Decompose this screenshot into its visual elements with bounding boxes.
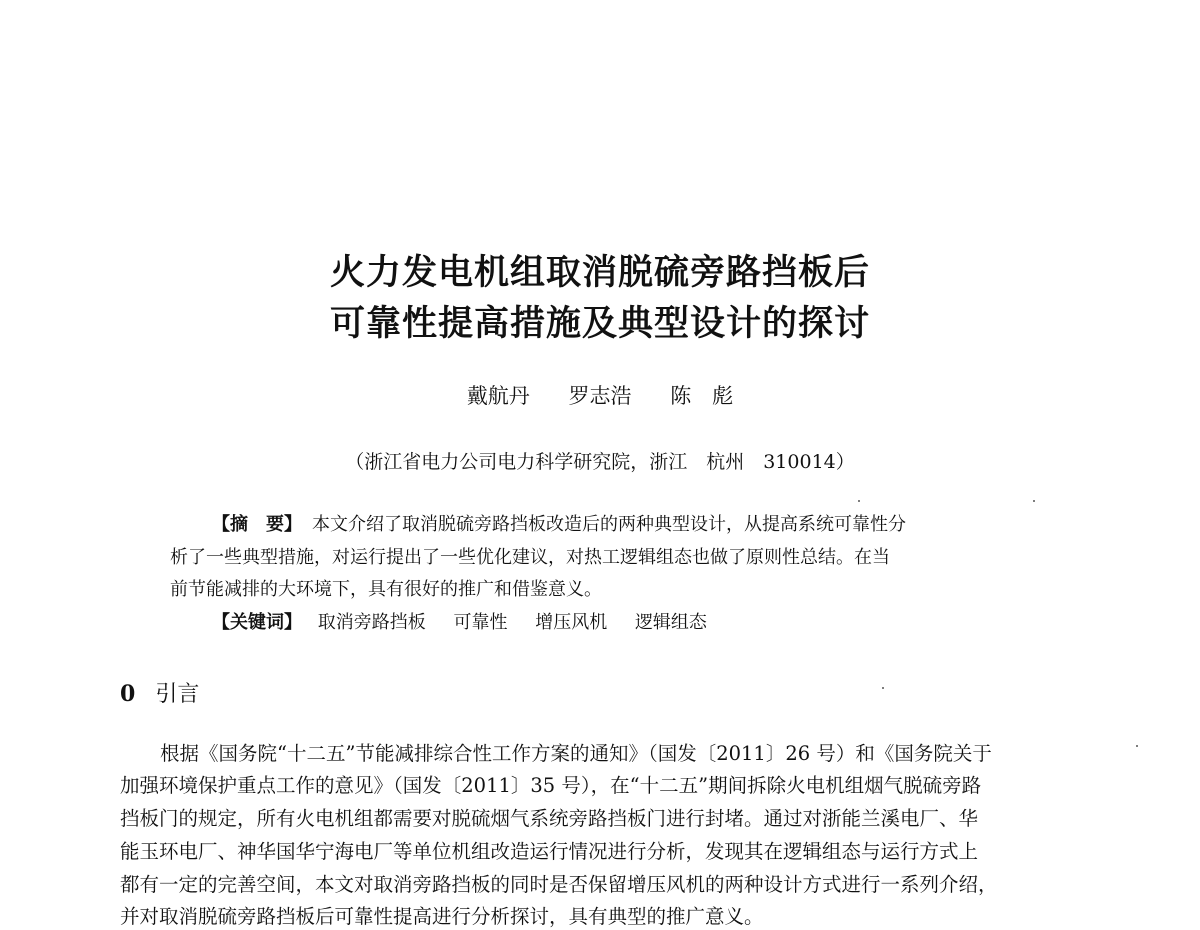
paper-title-line-2: 可靠性提高措施及典型设计的探讨 <box>329 304 870 344</box>
keyword-4: 逻辑组态 <box>634 612 707 633</box>
body-line-1: 根据《国务院“十二五”节能减排综合性工作方案的通知》（国发〔2011〕26 号）和《国务院关于 <box>160 742 992 765</box>
author-list <box>0 380 1200 410</box>
body-line-2: 加强环境保护重点工作的意见》（国发〔2011〕35 号），在“十二五”期间拆除火电机组烟气脱硫旁路 <box>120 774 982 797</box>
body-line-3: 挡板门的规定，所有火电机组都需要对脱硫烟气系统旁路挡板门进行封堵。通过对浙能兰溪电厂、华 <box>120 807 979 830</box>
keywords-line <box>212 611 729 635</box>
paper-title-line-1: 火力发电机组取消脱硫旁路挡板后 <box>329 253 870 293</box>
section-heading <box>120 677 199 708</box>
abstract-line-3: 前节能减排的大环境下，具有很好的推广和借鉴意义。 <box>170 579 602 600</box>
scan-speck <box>882 687 884 689</box>
body-line-4: 能玉环电厂、神华国华宁海电厂等单位机组改造运行情况进行分析，发现其在逻辑组态与运行方式上 <box>120 840 979 863</box>
body-line-6: 并对取消脱硫旁路挡板后可靠性提高进行分析探讨，具有典型的推广意义。 <box>120 905 764 928</box>
affiliation: （浙江省电力公司电力科学研究院，浙江 杭州 310014） <box>345 451 855 473</box>
keywords-label: 【关键词】 <box>212 612 302 633</box>
author-1: 戴航丹 <box>466 384 530 408</box>
keyword-2: 可靠性 <box>453 612 508 633</box>
keyword-3: 增压风机 <box>535 612 608 633</box>
scan-speck <box>858 500 860 502</box>
abstract-text-1: 本文介绍了取消脱硫旁路挡板改造后的两种典型设计，从提高系统可靠性分 <box>312 514 906 535</box>
keyword-1: 取消旁路挡板 <box>317 612 426 633</box>
scan-speck <box>1033 500 1035 502</box>
scan-speck <box>1136 745 1138 747</box>
author-2: 罗志浩 <box>568 384 632 408</box>
abstract-line-2: 析了一些典型措施，对运行提出了一些优化建议，对热工逻辑组态也做了原则性总结。在当 <box>170 547 890 568</box>
abstract-line-1 <box>212 513 906 537</box>
author-3: 陈 彪 <box>670 384 734 408</box>
section-number: 0 <box>120 681 136 707</box>
section-title: 引言 <box>155 682 200 707</box>
abstract-label: 【摘 要】 <box>212 514 302 535</box>
body-line-5: 都有一定的完善空间，本文对取消旁路挡板的同时是否保留增压风机的两种设计方式进行一系列介绍， <box>120 873 998 896</box>
